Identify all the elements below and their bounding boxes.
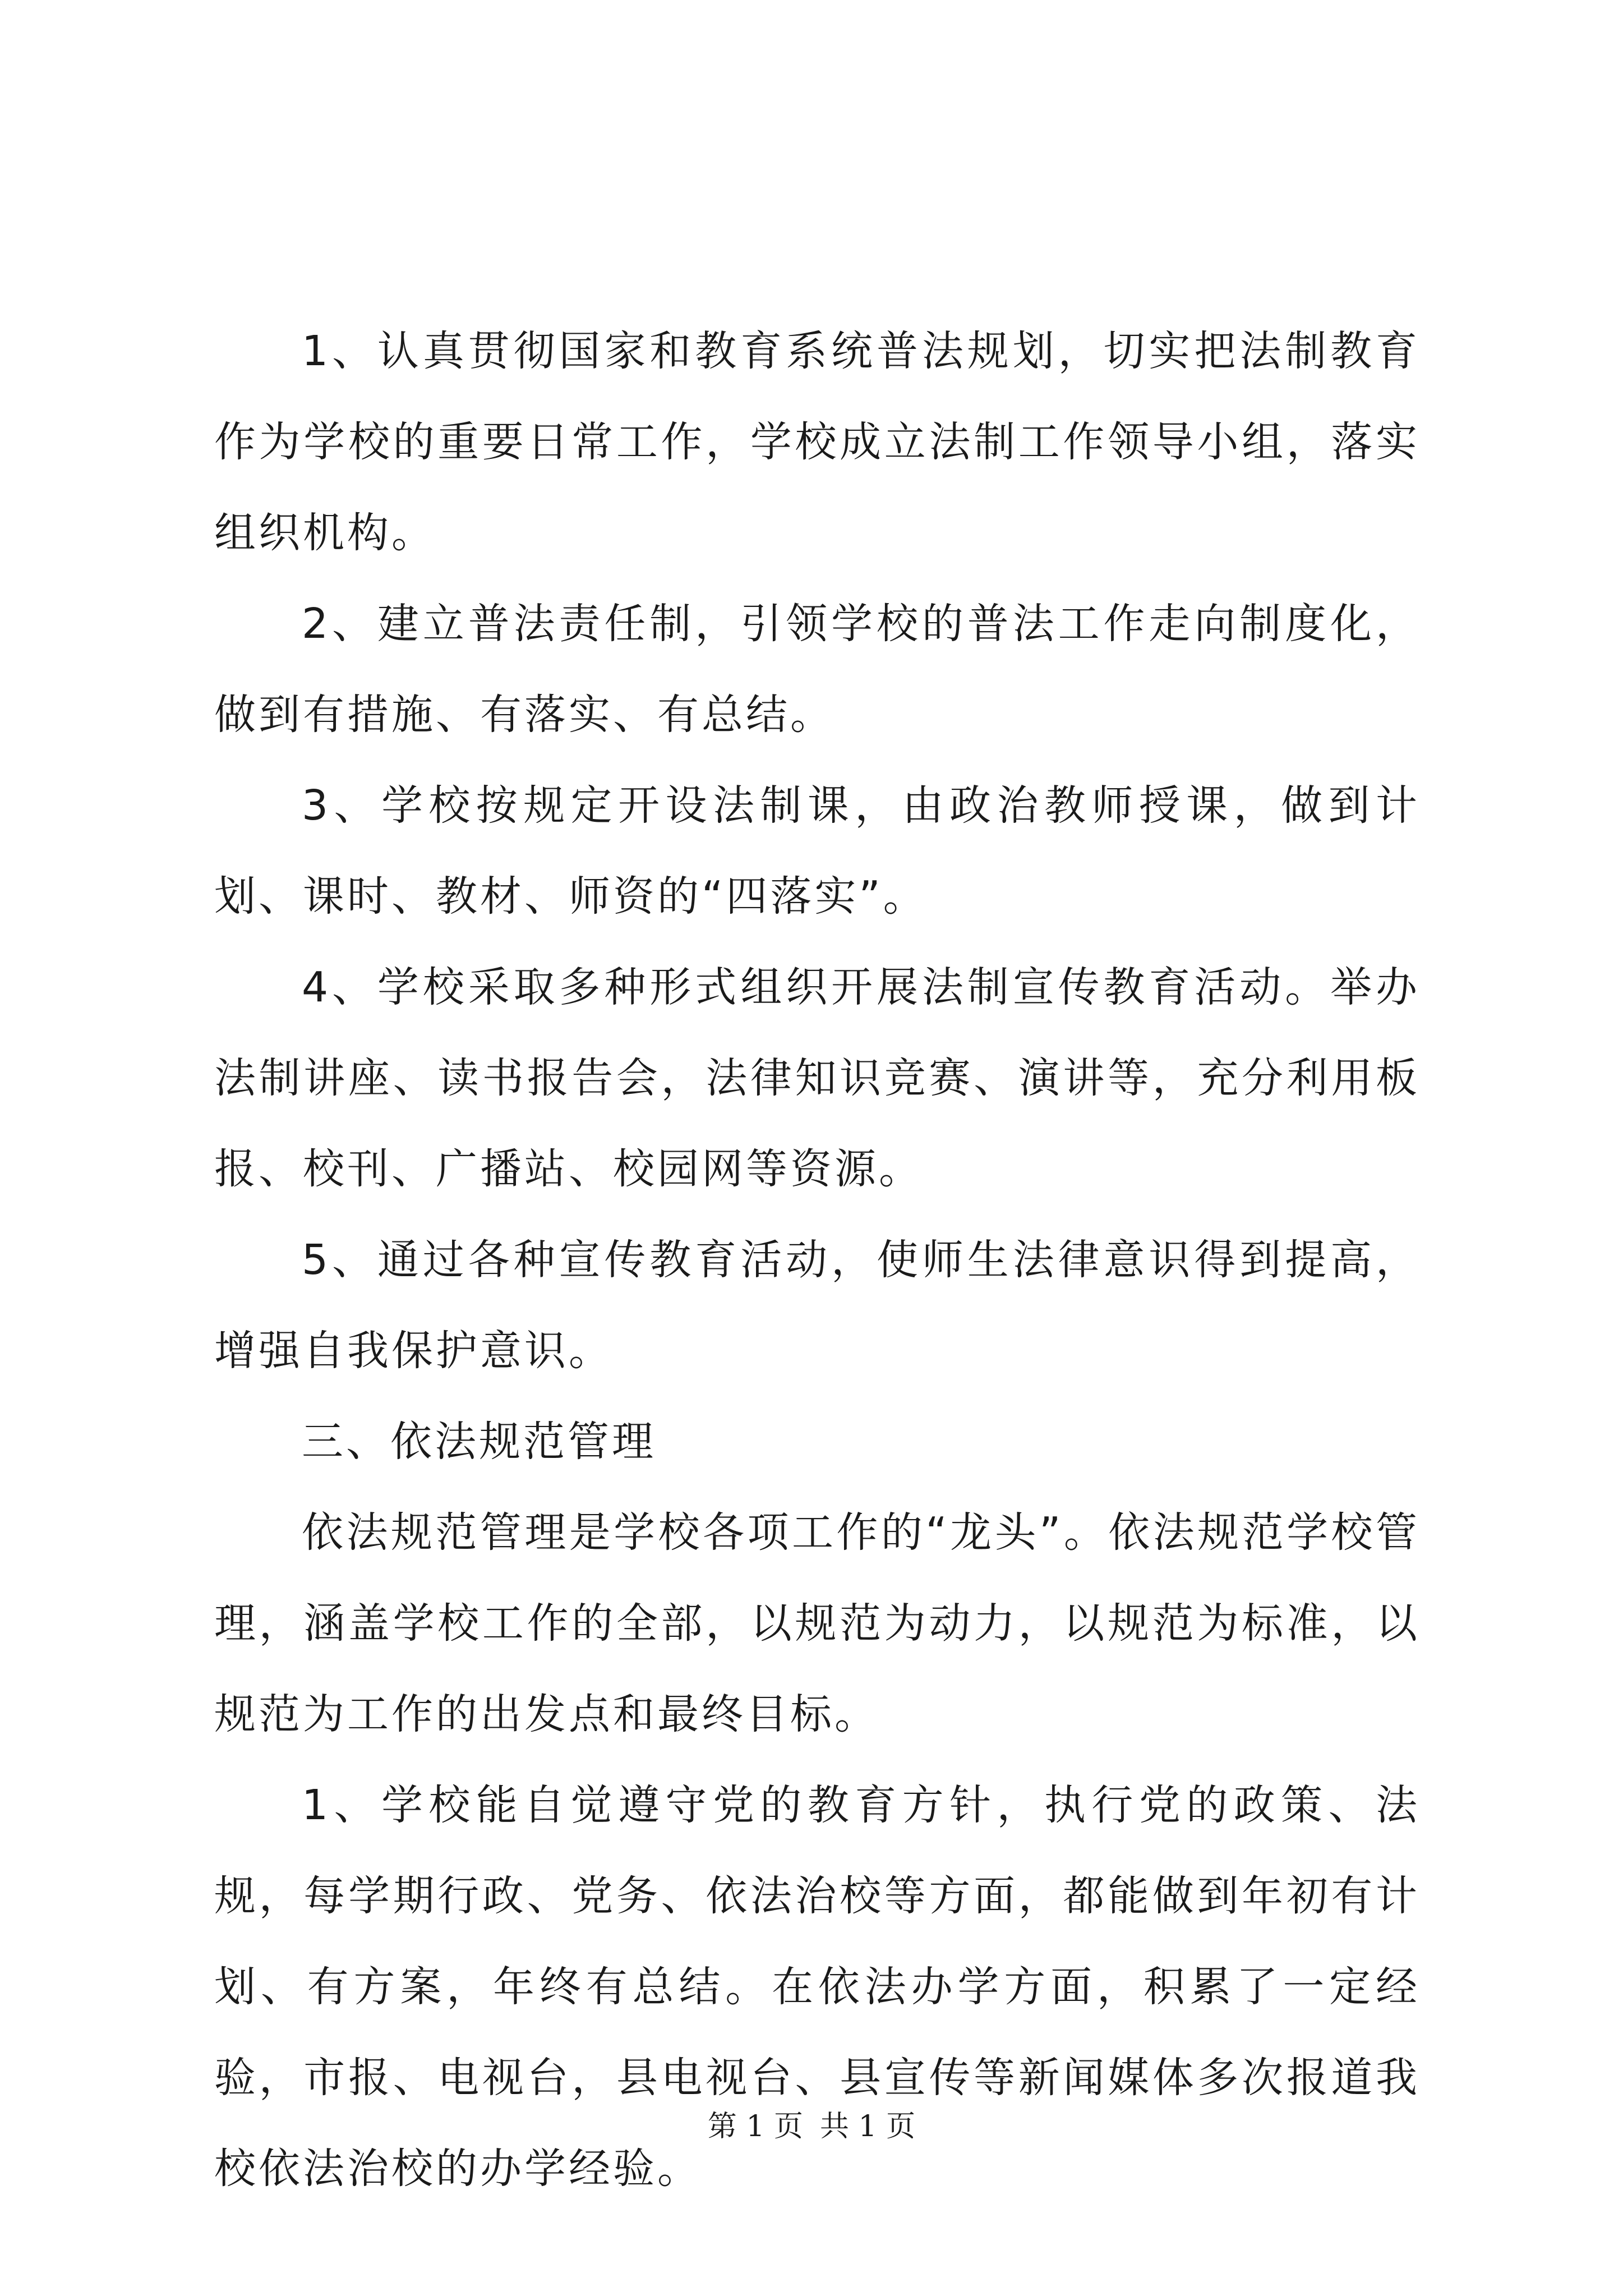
paragraph-item-2: 2、建立普法责任制，引领学校的普法工作走向制度化，做到有措施、有落实、有总结。 bbox=[214, 600, 1420, 739]
paragraph-item-1: 1、认真贯彻国家和教育系统普法规划，切实把法制教育作为学校的重要日常工作，学校成立法制工作领导小组，落实组织机构。 bbox=[214, 327, 1420, 557]
paragraph-item-5: 5、通过各种宣传教育活动，使师生法律意识得到提高，增强自我保护意识。 bbox=[214, 1236, 1420, 1375]
document-body bbox=[214, 306, 1420, 2214]
section-intro-paragraph: 依法规范管理是学校各项工作的“龙头”。依法规范学校管理，涵盖学校工作的全部，以规范为动力，以规范为标准，以规范为工作的出发点和最终目标。 bbox=[214, 1508, 1420, 1738]
section-heading: 三、依法规范管理 bbox=[302, 1418, 656, 1466]
page-footer bbox=[0, 2102, 1623, 2145]
page-number-label: 第 1 页 bbox=[707, 2110, 803, 2143]
paragraph-item-4: 4、学校采取多种形式组织开展法制宣传教育活动。举办法制讲座、读书报告会，法律知识竞赛、演讲等，充分利用板报、校刊、广播站、校园网等资源。 bbox=[214, 963, 1420, 1193]
paragraph-item-1-management: 1、学校能自觉遵守党的教育方针，执行党的政策、法规，每学期行政、党务、依法治校等方面，都能做到年初有计划、有方案，年终有总结。在依法办学方面，积累了一定经验，市报、电视台，县电视台、县宣传等新闻媒体多次报道我校依法治校的办学经验。 bbox=[214, 1781, 1420, 2193]
paragraph-item-3: 3、学校按规定开设法制课，由政治教师授课，做到计划、课时、教材、师资的“四落实”。 bbox=[214, 781, 1420, 921]
page-total-label: 共 1 页 bbox=[820, 2110, 916, 2143]
